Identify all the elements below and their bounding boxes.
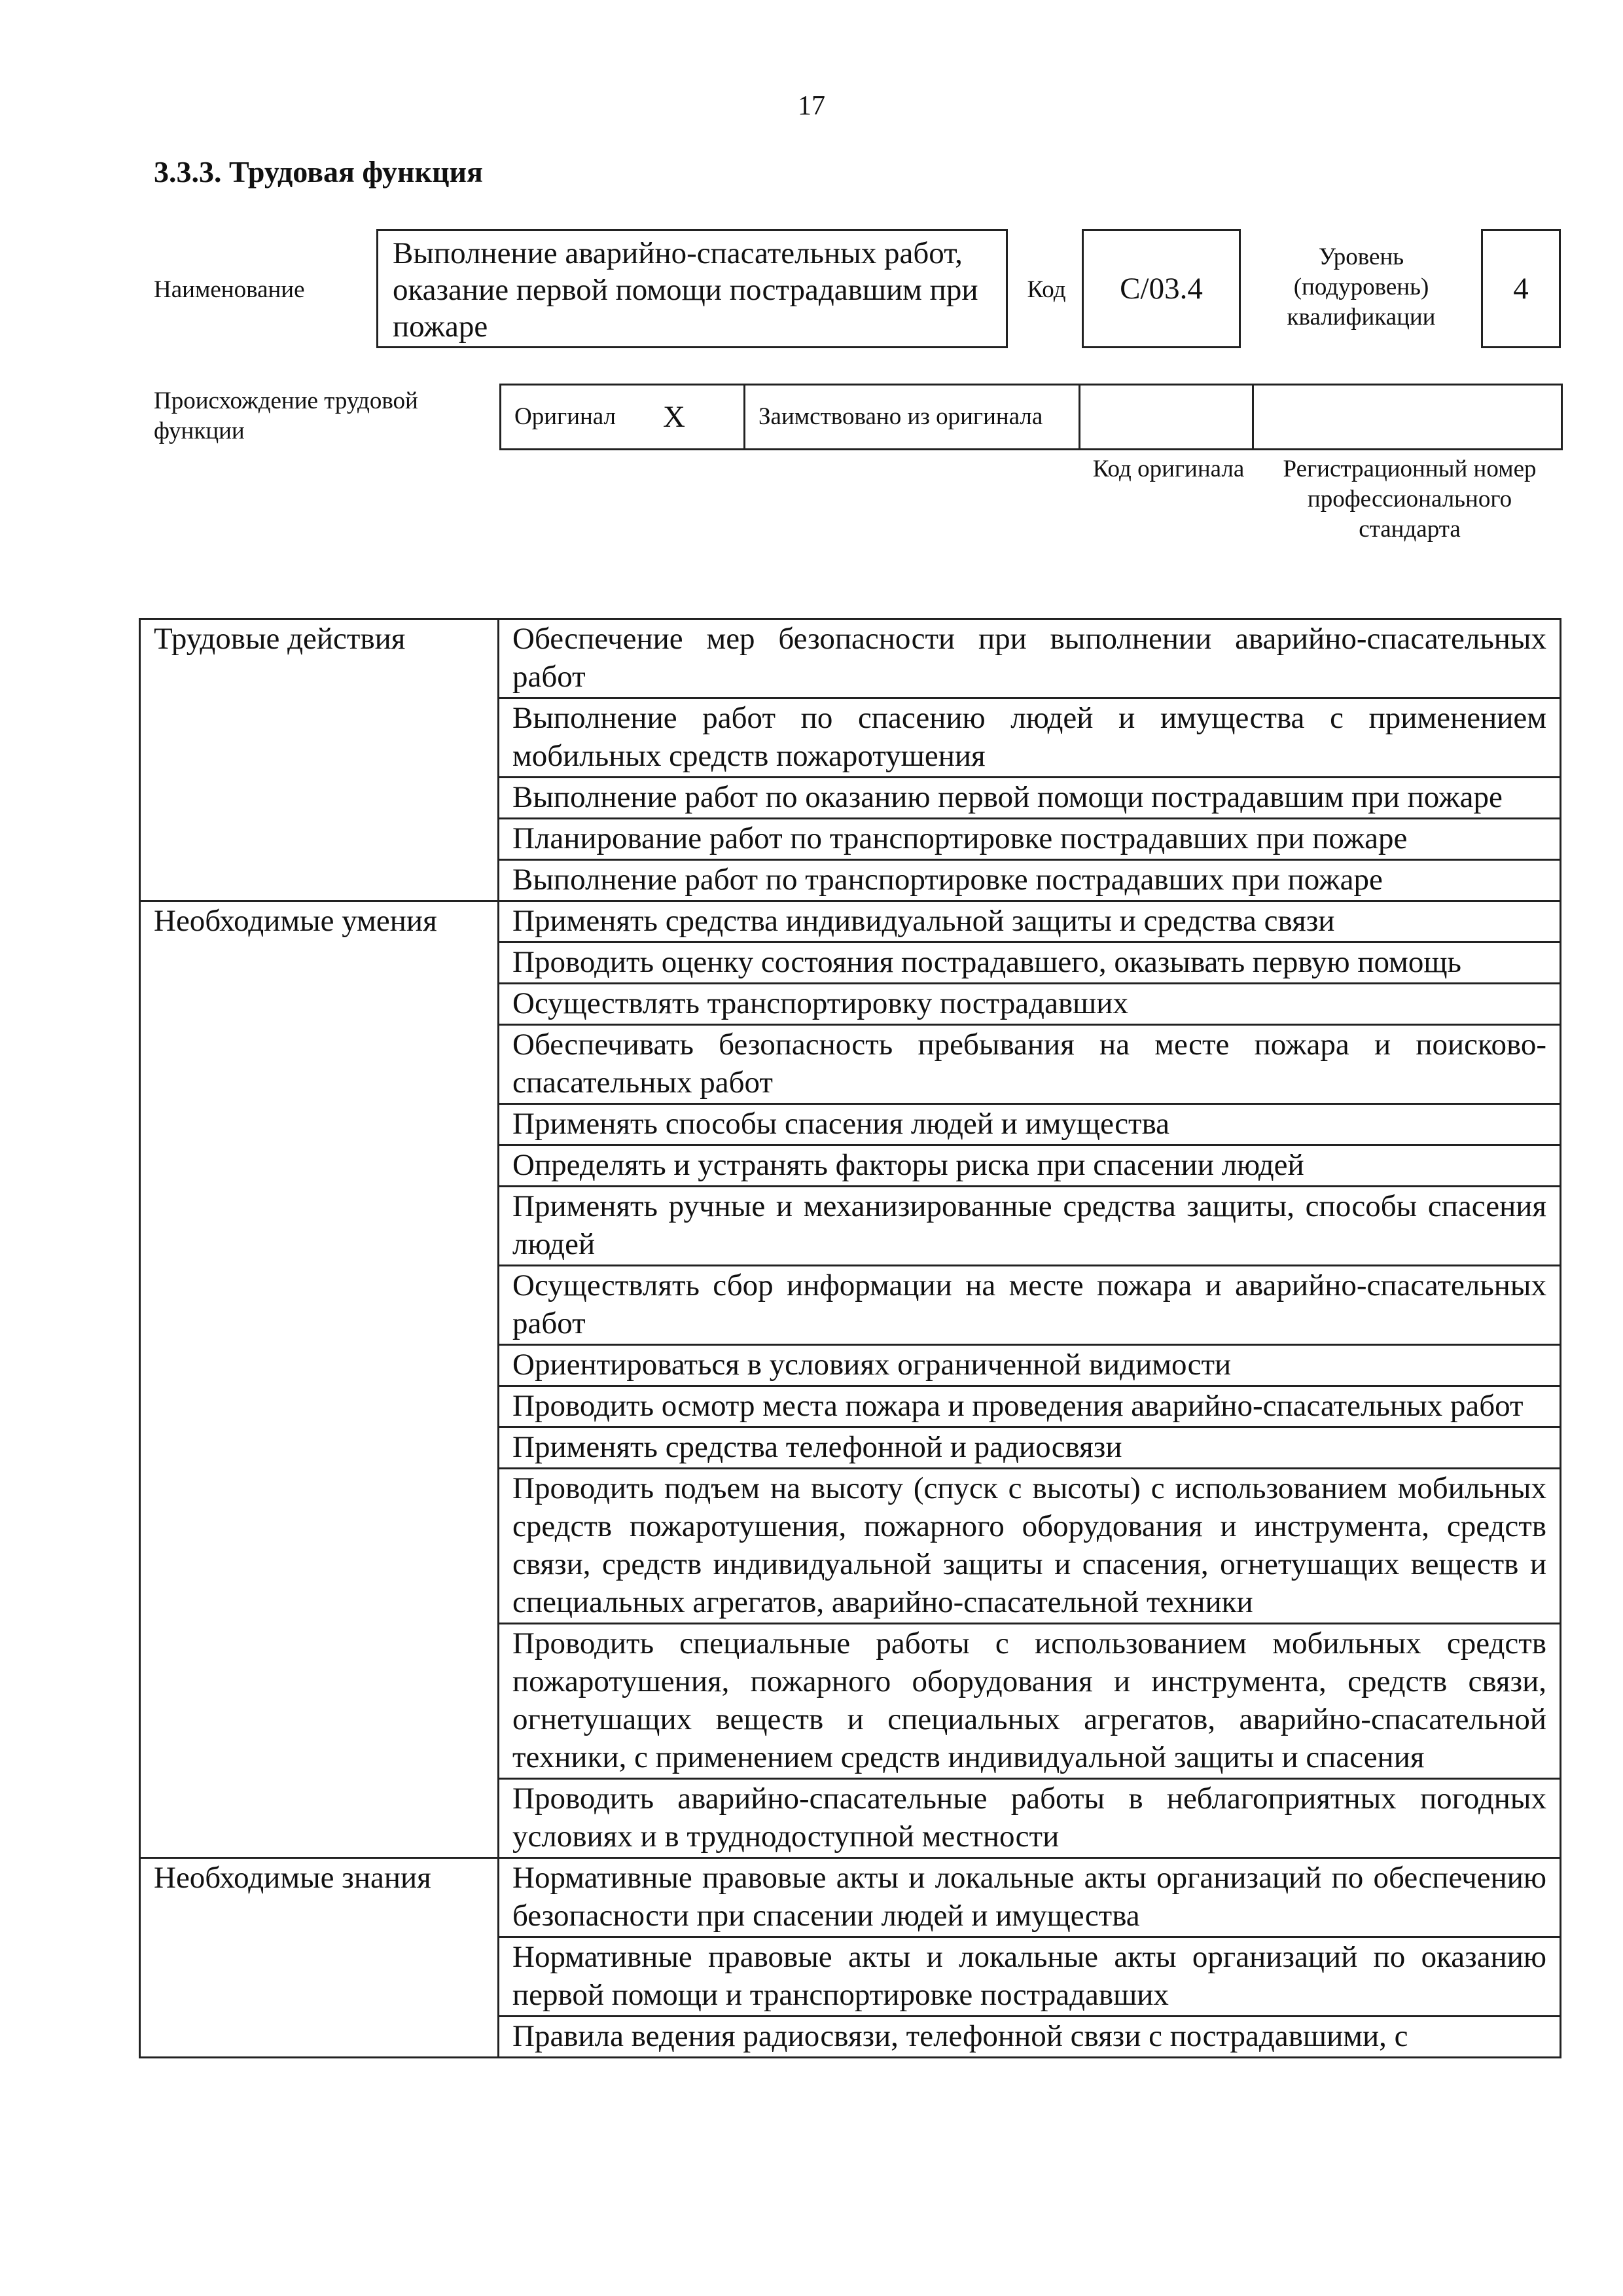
original-label: Оригинал <box>514 403 616 430</box>
section-item: Выполнение работ по спасению людей и имущества с применением мобильных средств пожаротушения <box>499 698 1561 778</box>
section-category-label: Трудовые действия <box>140 619 499 901</box>
section-item: Проводить подъем на высоту (спуск с высоты) с использованием мобильных средств пожаротушения, пожарного оборудования и инструмента, средств связи, средств индивидуальной защиты и спасения, огнетушащих веществ и специальных агрегатов, аварийно-спасательной техники <box>499 1469 1561 1624</box>
section-item: Планирование работ по транспортировке пострадавших при пожаре <box>499 819 1561 860</box>
section-item: Применять способы спасения людей и имущества <box>499 1104 1561 1145</box>
section-category-label: Необходимые знания <box>140 1858 499 2058</box>
registration-number-caption: Регистрационный номер профессионального стандарта <box>1283 456 1537 543</box>
function-name-field: Выполнение аварийно-спасательных работ, оказание первой помощи пострадавшим при пожаре <box>376 229 1008 348</box>
section-item: Обеспечение мер безопасности при выполнении аварийно-спасательных работ <box>499 619 1561 698</box>
origin-label: Происхождение трудовой функции <box>154 387 418 444</box>
page-number: 17 <box>798 91 825 121</box>
section-item: Нормативные правовые акты и локальные акты организаций по оказанию первой помощи и транспортировке пострадавших <box>499 1937 1561 2017</box>
level-label: Уровень (подуровень) квалификации <box>1287 243 1436 331</box>
section-item: Проводить осмотр места пожара и проведения аварийно-спасательных работ <box>499 1386 1561 1427</box>
section-title: 3.3.3. Трудовая функция <box>154 155 483 188</box>
section-item: Осуществлять транспортировку пострадавших <box>499 984 1561 1025</box>
origin-borrowed-cell <box>745 385 1080 450</box>
section-item: Осуществлять сбор информации на месте пожара и аварийно-спасательных работ <box>499 1266 1561 1345</box>
section-item: Применять средства индивидуальной защиты и средства связи <box>499 901 1561 942</box>
table-row <box>140 1858 1561 1937</box>
origin-original-cell <box>501 385 745 450</box>
code-label: Код <box>1027 276 1066 303</box>
section-item: Применять ручные и механизированные средства защиты, способы спасения людей <box>499 1187 1561 1266</box>
name-label: Наименование <box>154 276 305 303</box>
section-category-label: Необходимые умения <box>140 901 499 1858</box>
section-item: Нормативные правовые акты и локальные акты организаций по обеспечению безопасности при спасении людей и имущества <box>499 1858 1561 1937</box>
competency-table <box>139 618 1561 2058</box>
table-row <box>140 901 1561 942</box>
origin-reg-number-cell <box>1253 385 1562 450</box>
function-code-field: С/03.4 <box>1082 229 1241 348</box>
qualification-level-field: 4 <box>1481 229 1561 348</box>
table-row <box>140 619 1561 698</box>
section-item: Определять и устранять факторы риска при спасении людей <box>499 1145 1561 1187</box>
section-item: Проводить аварийно-спасательные работы в неблагоприятных погодных условиях и в труднодоступной местности <box>499 1779 1561 1858</box>
original-checkmark: X <box>663 400 685 434</box>
section-item: Правила ведения радиосвязи, телефонной связи с пострадавшими, с <box>499 2017 1561 2058</box>
section-item: Проводить специальные работы с использованием мобильных средств пожаротушения, пожарного оборудования и инструмента, средств связи, огнетушащих веществ и специальных агрегатов, аварийно-спасательной техники, с применением средств индивидуальной защиты и спасения <box>499 1624 1561 1779</box>
borrowed-label: Заимствовано из оригинала <box>758 403 1043 430</box>
section-item: Выполнение работ по оказанию первой помощи пострадавшим при пожаре <box>499 778 1561 819</box>
section-item: Применять средства телефонной и радиосвязи <box>499 1427 1561 1469</box>
section-item: Ориентироваться в условиях ограниченной видимости <box>499 1345 1561 1386</box>
section-item: Выполнение работ по транспортировке пострадавших при пожаре <box>499 860 1561 901</box>
section-item: Обеспечивать безопасность пребывания на месте пожара и поисково-спасательных работ <box>499 1025 1561 1104</box>
original-code-caption: Код оригинала <box>1092 456 1245 482</box>
origin-code-cell <box>1080 385 1253 450</box>
origin-table <box>499 384 1563 450</box>
section-item: Проводить оценку состояния пострадавшего, оказывать первую помощь <box>499 942 1561 984</box>
